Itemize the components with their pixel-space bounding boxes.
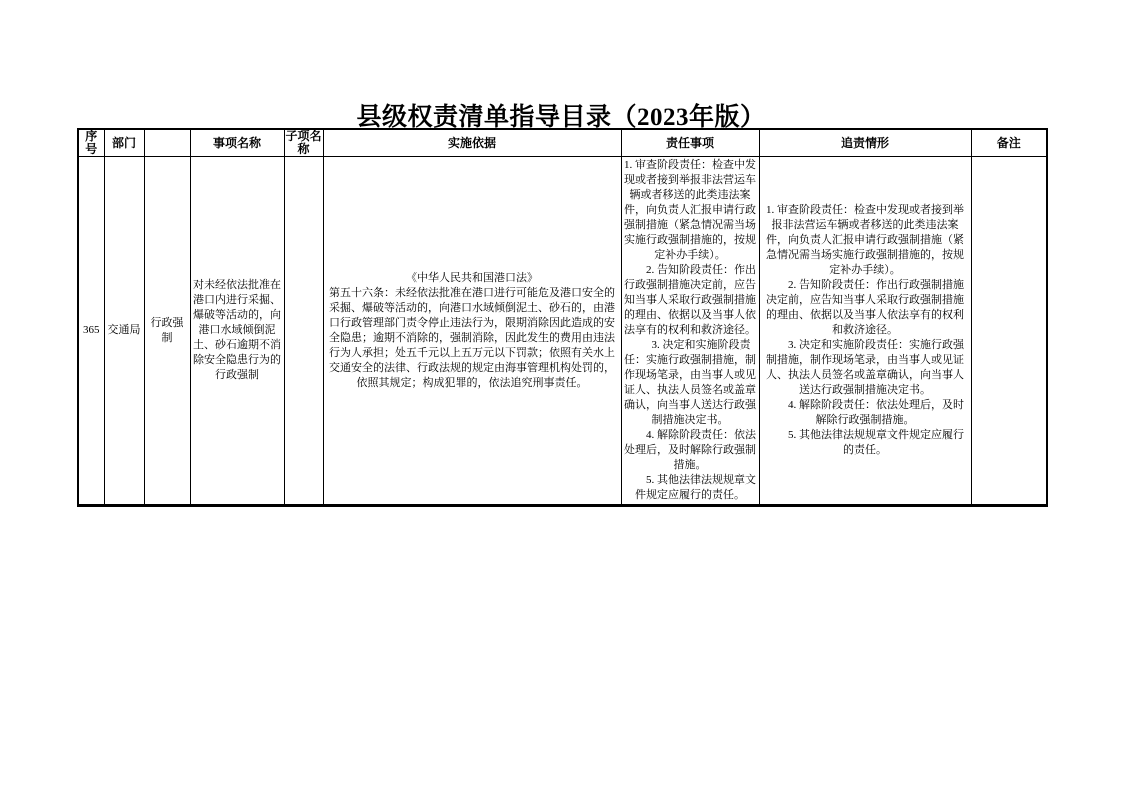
table-row	[78, 157, 1047, 506]
cell-sub-item-name	[284, 157, 323, 506]
col-header-accountability: 追责情形	[759, 129, 971, 157]
duty-item-2: 2. 告知阶段责任：作出行政强制措施决定前，应告知当事人采取行政强制措施的理由、依据以及当事人依法享有的权利和救济途径。	[624, 264, 756, 336]
duty-item-4: 4. 解除阶段责任：依法处理后，及时解除行政强制措施。	[624, 429, 756, 471]
col-header-item-name: 事项名称	[190, 129, 284, 157]
cell-accountability	[759, 157, 971, 506]
col-header-legal-basis: 实施依据	[323, 129, 621, 157]
accountability-item-3: 3. 决定和实施阶段责任：实施行政强制措施，制作现场笔录，由当事人或见证人、执法人员签名或盖章确认，向当事人送达行政强制措施决定书。	[766, 339, 964, 396]
cell-item-name: 对未经依法批准在港口内进行采掘、爆破等活动的，向港口水域倾倒泥土、砂石逾期不消除安全隐患行为的行政强制	[190, 157, 284, 506]
cell-seq: 365	[78, 157, 104, 506]
accountability-item-2: 2. 告知阶段责任：作出行政强制措施决定前，应告知当事人采取行政强制措施的理由、依据以及当事人依法享有的权利和救济途径。	[766, 279, 964, 336]
col-header-sub-item-name: 子项名称	[285, 129, 322, 156]
col-header-remark: 备注	[971, 129, 1047, 157]
legal-basis-source: 《中华人民共和国港口法》	[406, 271, 538, 284]
col-header-department: 部门	[104, 129, 144, 157]
cell-department: 交通局	[104, 157, 144, 506]
cell-duty-items	[621, 157, 759, 506]
accountability-item-5: 5. 其他法律法规规章文件规定应履行的责任。	[766, 429, 964, 456]
directory-table	[77, 128, 1048, 507]
accountability-item-4: 4. 解除阶段责任：依法处理后，及时解除行政强制措施。	[766, 399, 964, 426]
legal-basis-clause: 第五十六条：未经依法批准在港口进行可能危及港口安全的采掘、爆破等活动的，向港口水域倾倒泥土、砂石的，由港口行政管理部门责令停止违法行为，限期消除因此造成的安全隐患；逾期不消除的，强制消除，因此发生的费用由违法行为人承担；处五千元以上五万元以下罚款；依照有关水上交通安全的法律、行政法规的规定由海事管理机构处罚的，依照其规定；构成犯罪的，依法追究刑事责任。	[329, 286, 615, 389]
col-header-seq: 序号	[78, 129, 104, 157]
cell-power-type: 行政强制	[144, 157, 190, 506]
duty-item-5: 5. 其他法律法规规章文件规定应履行的责任。	[624, 474, 756, 501]
page-title: 县级权责清单指导目录（2023年版）	[356, 104, 766, 131]
accountability-item-1: 1. 审查阶段责任：检查中发现或者接到举报非法营运车辆或者移送的此类违法案件，向负责人汇报申请行政强制措施（紧急情况需当场实施行政强制措施的，按规定补办手续）。	[766, 204, 964, 276]
col-header-blank	[144, 129, 190, 157]
duty-item-3: 3. 决定和实施阶段责任：实施行政强制措施，制作现场笔录，由当事人或见证人、执法人员签名或盖章确认，向当事人送达行政强制措施决定书。	[624, 339, 756, 426]
duty-item-1: 1. 审查阶段责任：检查中发现或者接到举报非法营运车辆或者移送的此类违法案件，向负责人汇报申请行政强制措施（紧急情况需当场实施行政强制措施的，按规定补办手续）。	[624, 159, 756, 261]
cell-legal-basis	[323, 157, 621, 506]
col-header-duty-items: 责任事项	[621, 129, 759, 157]
table-header-row	[78, 129, 1047, 157]
cell-remark	[971, 157, 1047, 506]
